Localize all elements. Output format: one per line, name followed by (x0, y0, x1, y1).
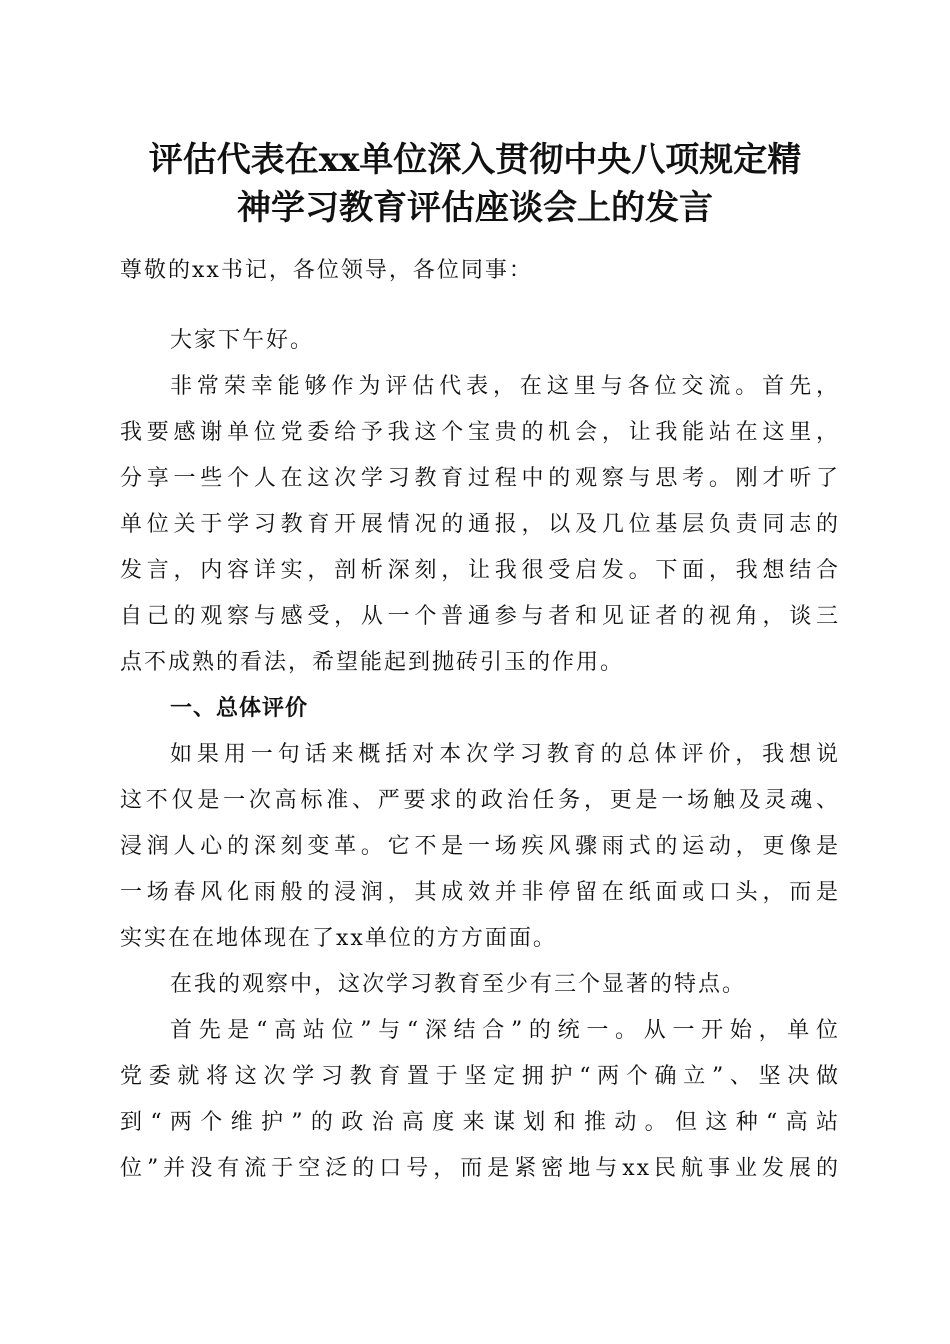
paragraph-line: 这不仅是一次高标准、严要求的政治任务，更是一场触及灵魂、 (120, 788, 840, 813)
paragraph-line: 发言，内容详实，剖析深刻，让我很受启发。下面，我想结合 (120, 558, 840, 583)
section-heading: 一、总体评价 (170, 696, 309, 721)
paragraph-line: 位”并没有流于空泛的口号，而是紧密地与xx民航事业发展的 (120, 1156, 840, 1181)
document-title-line-2: 神学习教育评估座谈会上的发言 (237, 188, 713, 228)
paragraph-line: 非常荣幸能够作为评估代表，在这里与各位交流。首先， (170, 374, 840, 399)
paragraph-line: 一场春风化雨般的浸润，其成效并非停留在纸面或口头，而是 (120, 880, 840, 905)
paragraph-line: 如果用一句话来概括对本次学习教育的总体评价，我想说 (170, 742, 840, 767)
paragraph-line: 我要感谢单位党委给予我这个宝贵的机会，让我能站在这里， (120, 420, 840, 445)
paragraph-line: 首先是“高站位”与“深结合”的统一。从一开始，单位 (170, 1018, 840, 1043)
paragraph-line: 分享一些个人在这次学习教育过程中的观察与思考。刚才听了 (120, 466, 840, 491)
paragraph-line: 点不成熟的看法，希望能起到抛砖引玉的作用。 (120, 650, 625, 675)
salutation: 尊敬的xx书记，各位领导，各位同事： (120, 258, 533, 283)
paragraph-line: 浸润人心的深刻变革。它不是一场疾风骤雨式的运动，更像是 (120, 834, 840, 859)
paragraph-line: 党委就将这次学习教育置于坚定拥护“两个确立”、坚决做 (120, 1064, 840, 1089)
paragraph-line: 实实在在地体现在了xx单位的方方面面。 (120, 926, 557, 951)
paragraph-line: 到“两个维护”的政治高度来谋划和推动。但这种“高站 (120, 1110, 840, 1135)
paragraph-line: 自己的观察与感受，从一个普通参与者和见证者的视角，谈三 (120, 604, 840, 629)
document-title-line-1: 评估代表在xx单位深入贯彻中央八项规定精 (148, 140, 802, 180)
paragraph-line: 单位关于学习教育开展情况的通报，以及几位基层负责同志的 (120, 512, 840, 537)
greeting: 大家下午好。 (170, 328, 315, 353)
paragraph-line: 在我的观察中，这次学习教育至少有三个显著的特点。 (170, 972, 747, 997)
